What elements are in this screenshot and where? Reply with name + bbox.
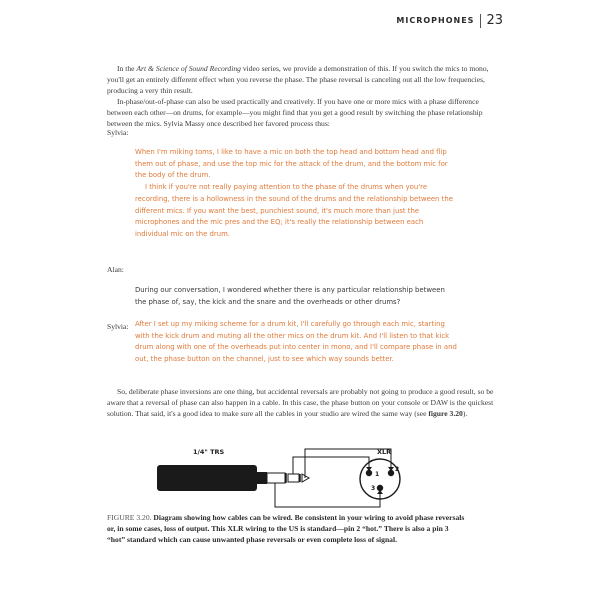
quote-alan <box>135 285 458 308</box>
p3-post: ). <box>462 409 468 418</box>
caption-label: FIGURE 3.20. <box>107 513 152 522</box>
p3-pre: So, deliberate phase inversions are one thing, but accidental reversals are probably not going to produce a good result, so be aware that a reversal of phase can also happen in a cable. In this case, the phase button on your console or DAW is the quickest solution. That said, it's a good idea to make sure all the cables in your studio are wired the same way (see <box>107 387 494 418</box>
trs-plug <box>157 465 309 491</box>
p1-title: Art & Science of Sound Recording <box>136 64 241 73</box>
speaker-sylvia-1: Sylvia: <box>107 128 129 137</box>
pin-3-label: 3 <box>371 485 376 492</box>
speaker-alan: Alan: <box>107 265 124 274</box>
speaker-sylvia-2: Sylvia: <box>107 322 129 331</box>
paragraph-3 <box>107 386 494 419</box>
paragraph-2 <box>107 96 494 129</box>
pin-2-label: 2 <box>395 466 400 473</box>
section-title: MICROPHONES <box>396 16 475 25</box>
page-number: 23 <box>486 13 503 28</box>
paragraph-1 <box>107 63 494 96</box>
running-header <box>396 13 503 28</box>
quote-1b: I think if you're not really paying attention to the phase of the drums when you're recording, there is a hollowness in the sound of the drums and the relationship between the different mics. If you want the best, punchiest sound, it's much more than just the microphones and the mic pres and the EQ; it's really the relationship between each individual mic on the drum. <box>135 183 453 238</box>
figure-caption <box>107 512 467 545</box>
quote-sylvia-1 <box>135 147 458 241</box>
p1-post: video series, we provide a demonstration of this. If you switch the mics to mono, you'll get an entirely different effect when you reverse the phase. The phase reversal is canceling out all the low frequencies, producing a very thin result. <box>107 64 489 95</box>
wiring-diagram <box>155 445 425 511</box>
p2-text: In-phase/out-of-phase can also be used practically and creatively. If you have one or more mics with a phase difference between each other—on drums, for example—you might find that you get a good result by switching the phase relationship between the mics. Sylvia Massy once described her favored process thus: <box>107 97 483 128</box>
p1-pre: In the <box>117 64 137 73</box>
caption-text: Diagram showing how cables can be wired. Be consistent in your wiring to avoid phase reversals or, in some cases, loss of output. This XLR wiring to the US is standard—pin 2 “hot.” There is also a pin 3 “hot” standard which can cause unwanted phase reversals or even complete loss of signal. <box>107 513 465 544</box>
quote-3: After I set up my miking scheme for a drum kit, I'll carefully go through each mic, starting with the kick drum and muting all the other mics on the drum kit. And I'll listen to that kick drum along with one of the overheads put into center in mono, and I'll compare phase in and out, the phase button on the channel, just to see which way sounds better. <box>135 320 457 364</box>
header-divider <box>480 14 481 28</box>
quote-sylvia-2 <box>135 319 458 366</box>
pin-1-label: 1 <box>375 471 380 478</box>
figure-reference: figure 3.20 <box>428 409 463 418</box>
trs-label: 1/4" TRS <box>193 448 225 456</box>
xlr-label: XLR <box>377 448 392 456</box>
quote-2: During our conversation, I wondered whether there is any particular relationship between the phase of, say, the kick and the snare and the overheads or other drums? <box>135 286 445 306</box>
quote-1a: When I'm miking toms, I like to have a mic on both the top head and bottom head and flip them out of phase, and use the top mic for the attack of the drum, and the bottom mic for the body of the drum. <box>135 148 448 180</box>
